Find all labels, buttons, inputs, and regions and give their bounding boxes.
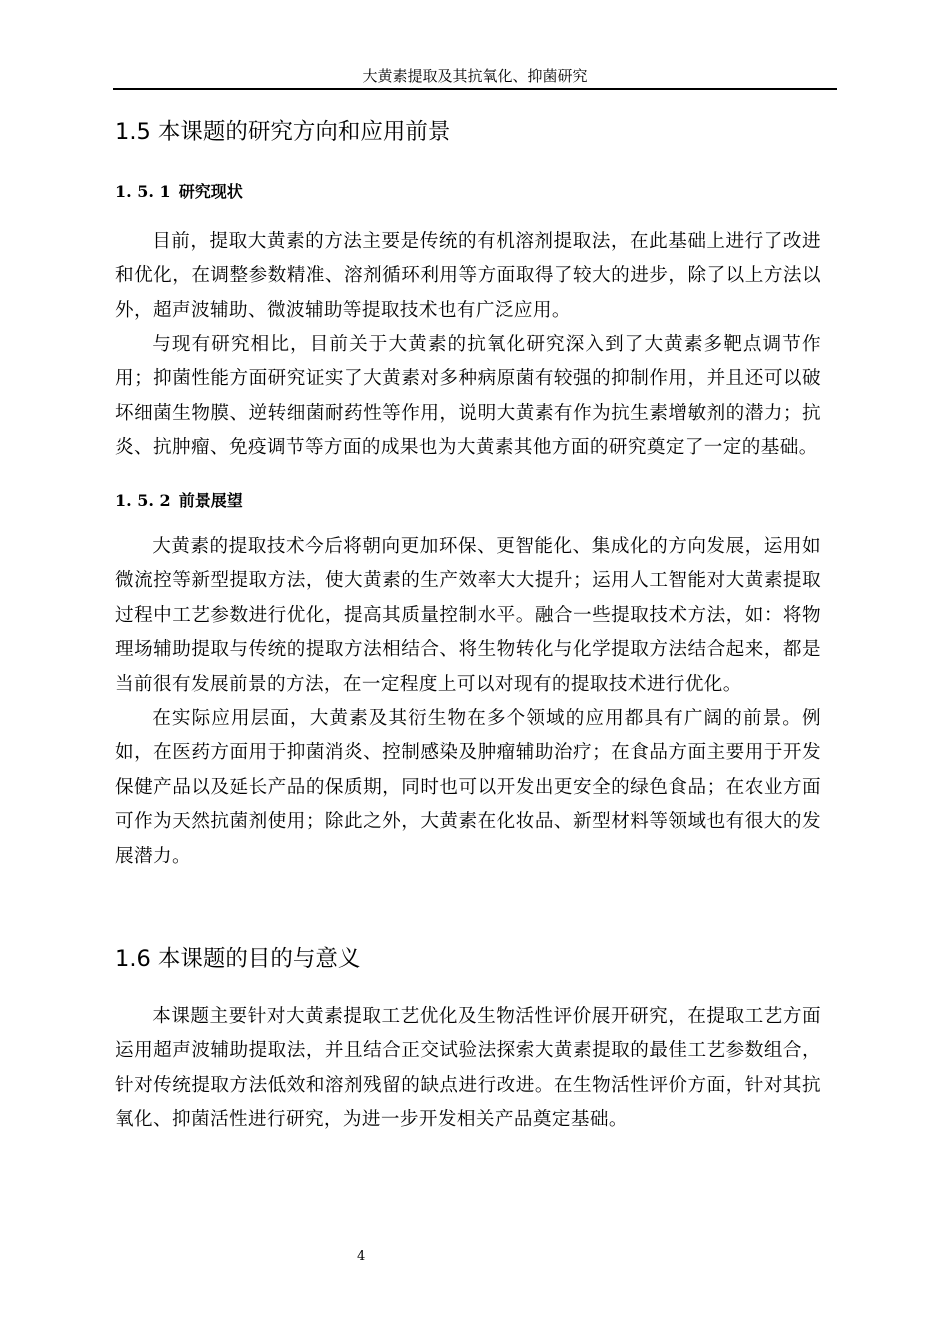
paragraph: 与现有研究相比，目前关于大黄素的抗氧化研究深入到了大黄素多靶点调节作用；抑菌性能方面研究证实了大黄素对多种病原菌有较强的抑制作用，并且还可以破坏细菌生物膜、逆转细菌耐药性等作用，说明大黄素有作为抗生素增敏剂的潜力；抗炎、抗肿瘤、免疫调节等方面的成果也为大黄素其他方面的研究奠定了一定的基础。 [115, 334, 821, 459]
subsection-title: 研究现状 [178, 182, 243, 201]
subsection-title: 前景展望 [178, 491, 243, 510]
section-heading-1-5: 1.5 本课题的研究方向和应用前景 [115, 119, 451, 145]
paragraph: 目前，提取大黄素的方法主要是传统的有机溶剂提取法，在此基础上进行了改进和优化，在调整参数精准、溶剂循环利用等方面取得了较大的进步，除了以上方法以外，超声波辅助、微波辅助等提取技术也有广泛应用。 [115, 231, 821, 321]
section-heading-1-6: 1.6 本课题的目的与意义 [115, 946, 361, 972]
subsection-number: 1. 5. 1 [115, 182, 171, 201]
paragraph: 在实际应用层面，大黄素及其衍生物在多个领域的应用都具有广阔的前景。例如，在医药方面用于抑菌消炎、控制感染及肿瘤辅助治疗；在食品方面主要用于开发保健产品以及延长产品的保质期，同时也可以开发出更安全的绿色食品；在农业方面可作为天然抗菌剂使用；除此之外，大黄素在化妆品、新型材料等领域也有很大的发展潜力。 [115, 708, 821, 867]
running-header: 大黄素提取及其抗氧化、抑菌研究 [362, 67, 588, 85]
page-number: 4 [357, 1249, 366, 1264]
paragraph: 本课题主要针对大黄素提取工艺优化及生物活性评价展开研究，在提取工艺方面运用超声波辅助提取法，并且结合正交试验法探索大黄素提取的最佳工艺参数组合，针对传统提取方法低效和溶剂残留的缺点进行改进。在生物活性评价方面，针对其抗氧化、抑菌活性进行研究，为进一步开发相关产品奠定基础。 [115, 1006, 821, 1131]
subsection-number: 1. 5. 2 [115, 491, 171, 510]
subsection-heading-1-5-2 [115, 490, 243, 512]
subsection-heading-1-5-1 [115, 181, 243, 203]
header-rule [113, 88, 837, 90]
paragraph: 大黄素的提取技术今后将朝向更加环保、更智能化、集成化的方向发展，运用如微流控等新型提取方法，使大黄素的生产效率大大提升；运用人工智能对大黄素提取过程中工艺参数进行优化，提高其质量控制水平。融合一些提取技术方法，如：将物理场辅助提取与传统的提取方法相结合、将生物转化与化学提取方法结合起来，都是当前很有发展前景的方法，在一定程度上可以对现有的提取技术进行优化。 [115, 536, 821, 695]
